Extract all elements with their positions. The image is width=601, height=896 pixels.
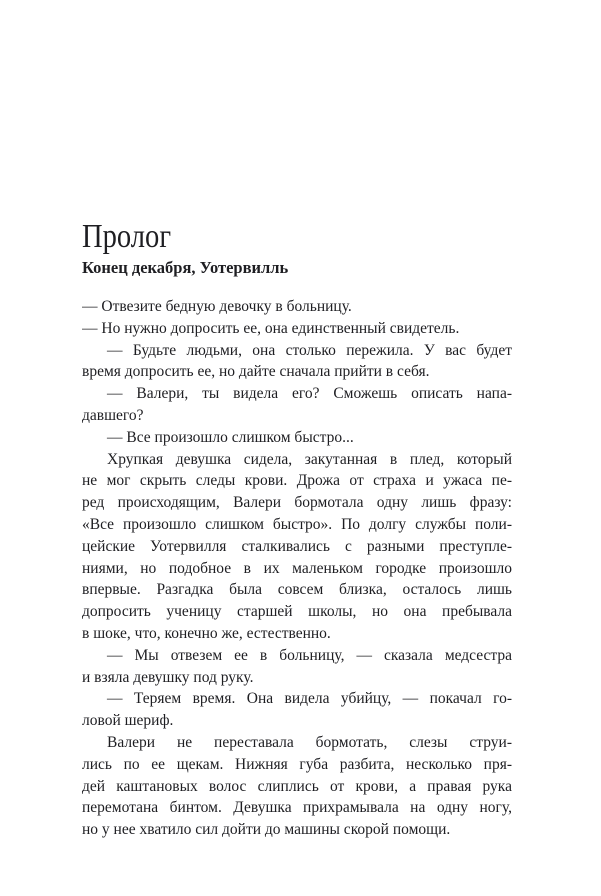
text-line: — Валери, ты видела его? Сможешь описать напа- — [107, 385, 512, 403]
text-line: — Отвезите бедную девочку в больницу. — [82, 298, 352, 315]
text-line: лись по ее щекам. Нижняя губа разбита, несколько пря- — [82, 755, 512, 773]
text-line: — Теряем время. Она видела убийцу, — покачал го- — [107, 690, 512, 708]
text-line: перемотана бинтом. Девушка прихрамывала на одну ногу, — [82, 799, 512, 817]
text-line: но у нее хватило сил дойти до машины скорой помощи. — [82, 821, 451, 839]
text-line: — Но нужно допросить ее, она единственный свидетель. — [82, 319, 460, 337]
text-line: Хрупкая девушка сидела, закутанная в плед, который — [107, 450, 512, 468]
text-line: ред происходящим, Валери бормотала одну лишь фразу: — [82, 494, 512, 512]
page-content — [82, 220, 512, 841]
body-text — [82, 296, 512, 841]
text-line: ниями, но подобное в их маленьком городке произошло — [82, 559, 512, 577]
text-line: давшего? — [82, 406, 144, 424]
chapter-subtitle: Конец декабря, Уотервилль — [82, 258, 289, 277]
text-line: ловой шериф. — [82, 712, 174, 730]
text-line: допросить ученицу старшей школы, но она пребывала — [82, 603, 512, 621]
text-line: цейские Уотервилля сталкивались с разными преступле- — [82, 537, 512, 555]
chapter-title: Пролог — [82, 218, 172, 255]
text-line: впервые. Разгадка была совсем близка, осталось лишь — [82, 581, 512, 599]
text-line: — Мы отвезем ее в больницу, — сказала медсестра — [107, 646, 512, 664]
text-line: и взяла девушку под руку. — [82, 668, 254, 686]
text-line: — Все произошло слишком быстро... — [107, 428, 354, 446]
text-line: дей каштановых волос слиплись от крови, а правая рука — [82, 777, 512, 795]
text-line: — Будьте людьми, она столько пережила. У вас будет — [107, 341, 512, 359]
text-line: «Все произошло слишком быстро». По долгу службы поли- — [82, 515, 512, 533]
text-line: время допросить ее, но дайте сначала прийти в себя. — [82, 363, 430, 381]
text-line: Валери не переставала бормотать, слезы струи- — [107, 733, 512, 751]
text-line: в шоке, что, конечно же, естественно. — [82, 624, 331, 642]
text-line: не мог скрыть следы крови. Дрожа от страха и ужаса пе- — [82, 472, 512, 490]
